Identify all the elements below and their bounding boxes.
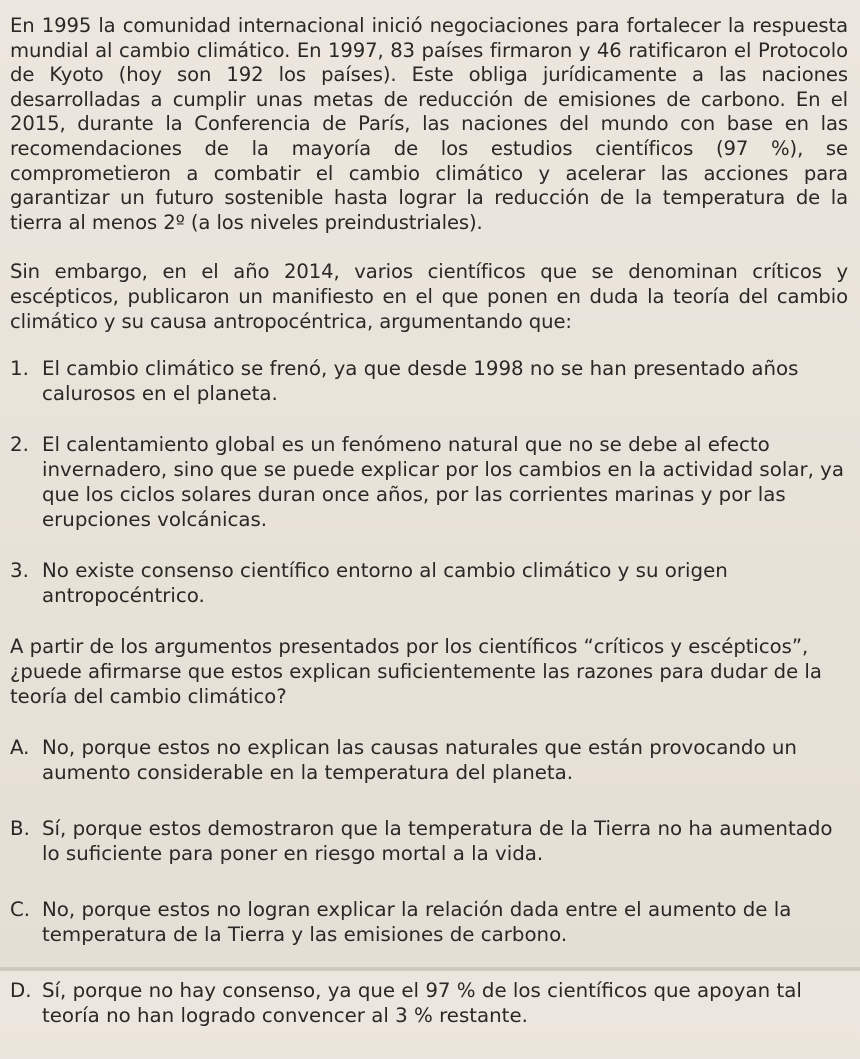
option-letter: C. <box>10 898 31 922</box>
option-a[interactable] <box>10 735 848 785</box>
argument-number: 2. <box>10 433 29 457</box>
argument-text: No existe consenso científico entorno al cambio climático y su origen antropocéntrico. <box>42 559 728 608</box>
argument-item <box>10 432 848 532</box>
question-stem: A partir de los argumentos presentados por los científicos “críticos y escépticos”, ¿puede afirmarse que estos explican suficientemente las razones para dudar de la teoría del cambio climático? <box>10 635 822 709</box>
answer-options <box>10 735 848 1028</box>
option-b[interactable] <box>10 816 848 866</box>
intro-paragraph-2: Sin embargo, en el año 2014, varios científicos que se denominan críticos y escépticos, publicaron un manifiesto en el que ponen en duda la teoría del cambio climático y su causa antropocéntrica, argumentando que: <box>10 260 848 333</box>
argument-item <box>10 558 848 608</box>
intro-paragraph-1: En 1995 la comunidad internacional inició negociaciones para fortalecer la respuesta mundial al cambio climático. En 1997, 83 países firmaron y 46 ratificaron el Protocolo de Kyoto (hoy son 192 los países). Este obliga jurídicamente a las naciones desarrolladas a cumplir unas metas de reducción de emisiones de carbono. En el 2015, durante la Conferencia de París, las naciones del mundo con base en las recomendaciones de la mayoría de los estudios científicos (97 %), se comprometieron a combatir el cambio climático y acelerar las acciones para garantizar un futuro sostenible hasta lograr la reducción de la temperatura de la tierra al menos 2º (a los niveles preindustriales). <box>10 14 848 234</box>
option-c[interactable] <box>10 897 848 947</box>
option-text: Sí, porque estos demostraron que la temperatura de la Tierra no ha aumentado lo suficiente para poner en riesgo mortal a la vida. <box>42 817 833 866</box>
page-bottom-edge <box>0 967 860 971</box>
option-letter: B. <box>10 817 30 841</box>
argument-text: El calentamiento global es un fenómeno natural que no se debe al efecto invernadero, sino que se puede explicar por los cambios en la actividad solar, ya que los ciclos solares duran once años, por las corrientes marinas y por las erupciones volcánicas. <box>42 433 844 532</box>
arguments-list <box>10 356 848 608</box>
option-letter: D. <box>10 979 32 1003</box>
argument-text: El cambio climático se frenó, ya que desde 1998 no se han presentado años calurosos en el planeta. <box>42 357 799 406</box>
option-text: No, porque estos no logran explicar la relación dada entre el aumento de la temperatura de la Tierra y las emisiones de carbono. <box>42 898 792 947</box>
option-d[interactable] <box>10 978 848 1028</box>
argument-item <box>10 356 848 406</box>
argument-number: 1. <box>10 357 29 381</box>
option-text: No, porque estos no explican las causas naturales que están provocando un aumento considerable en la temperatura del planeta. <box>42 736 797 785</box>
option-letter: A. <box>10 736 30 760</box>
option-text: Sí, porque no hay consenso, ya que el 97 % de los científicos que apoyan tal teoría no han logrado convencer al 3 % restante. <box>42 979 802 1028</box>
argument-number: 3. <box>10 559 29 583</box>
document-page <box>10 14 848 1059</box>
